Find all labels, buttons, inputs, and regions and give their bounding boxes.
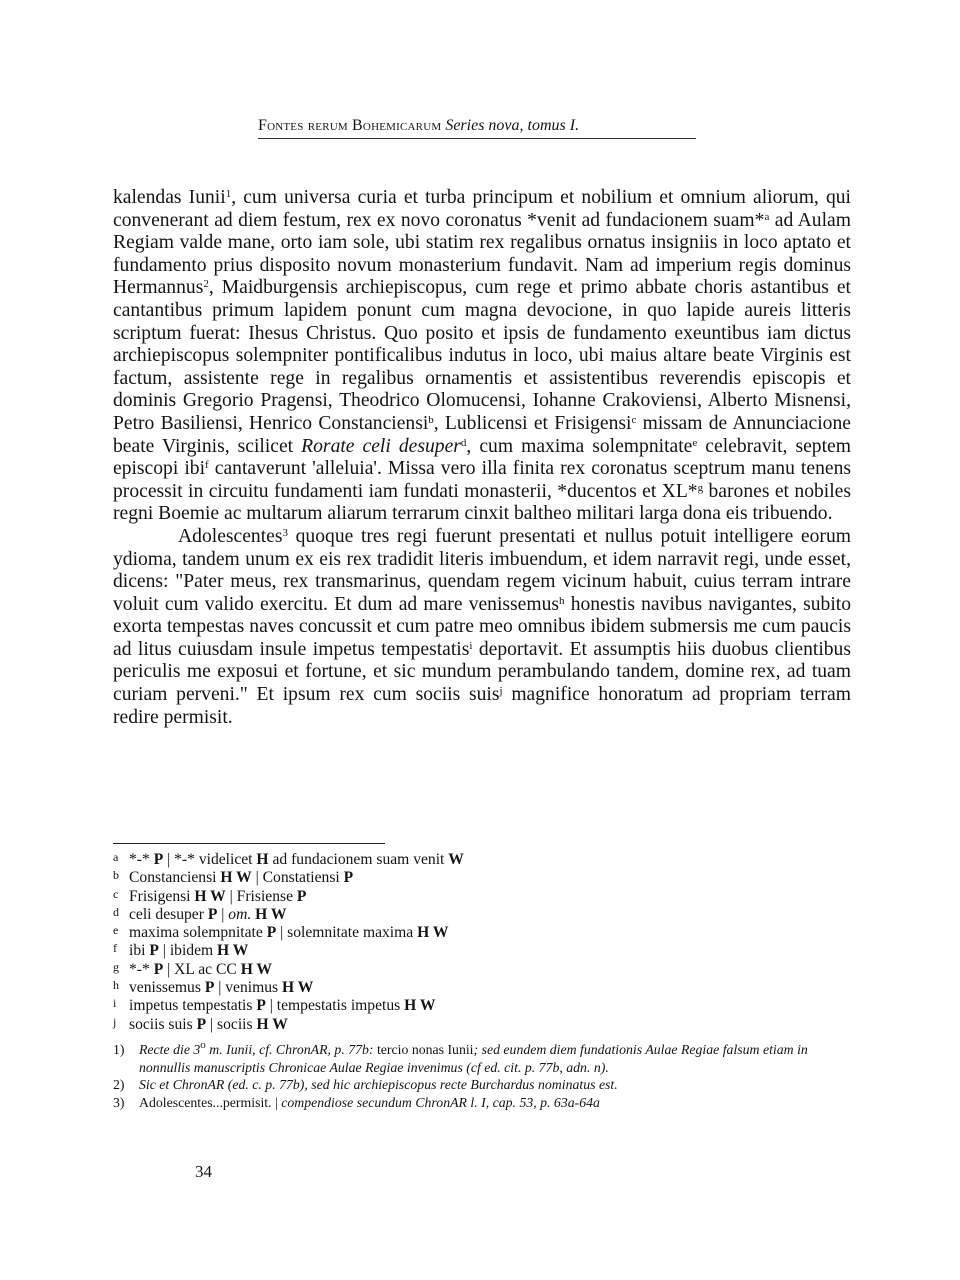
critical-note: a *-* P | *-* videlicet H ad fundacionem suam venit W [113, 850, 464, 868]
critical-note: h venissemus P | venimus H W [113, 978, 314, 997]
footnote-ref: a [764, 210, 770, 223]
critical-note: c Frisigensi H W | Frisiense P [113, 886, 307, 905]
footnote-ref: d [460, 436, 467, 449]
header-title: Fontes rerum Bohemicarum [258, 117, 442, 134]
footnote-ref: j [499, 685, 503, 698]
footnote-separator [113, 843, 385, 844]
header-series: Series nova, tomus I. [445, 117, 580, 134]
critical-note: j sociis suis P | sociis H W [113, 1014, 288, 1033]
critical-note: i impetus tempestatis P | tempestatis impetus H W [113, 996, 436, 1015]
critical-note: e maxima solempnitate P | solemnitate maxima H W [113, 923, 449, 942]
footnote-ref: g [697, 481, 704, 494]
critical-note: b Constanciensi H W | Constatiensi P [113, 868, 354, 887]
paragraph-1: kalendas Iunii$^1$, cum universa curia et turba principum et nobilium et omnium aliorum, qui convenerant ad diem festum, rex ex novo coronatus *venit ad fundacionem suam*$^a$ ad Aulam Regiam valde mane, orto iam sole, ubi statim rex regalibus ornatus insigniis in loco aptato et fundamento prius disposito novum monasterium fundavit. Nam ad imperium regis dominus Hermannus$^2$, Maidburgensis archiepiscopus, cum rege et primo abbate choris astantibus et cantantibus primum lapidem ponunt cum magna devocione, in quo lapide aureis litteris scriptum fuerat: Ihesus Christus. Quo posito et ipsis de fundamento exeuntibus iam dictus archiepiscopus solempniter pontificalibus indutus in loco, ubi maius altare beate Virginis est factum, assistente rege in regalibus ornamentis et assistentibus reverendis episcopis et dominis Gregorio Pragensi, Theodrico Olomucensi, Iohanne Crakoviensi, Alberto Misnensi, Petro Basiliensi, Henrico Constanciensi$^b$, Lublicensi et Frisigensi$^c$ missam de Annunciacione beate Virginis, scilicet Rorate celi desuper$^d$, cum maxima solempnitate$^e$ celebravit, septem episcopi ibi$^f$ cantaverunt 'alleluia'. Missa vero illa finita rex coronatus sceptrum manu tenens processit in circuitu fundamenti iam fundati monasterii, *ducentos et XL*$^g$ barones et nobiles regni Boemie ac multarum aliarum terrarum cinxit baltheo militari larga dona eis tribuendo. [113, 187, 851, 525]
critical-note: f ibi P | ibidem H W [113, 941, 249, 960]
header-rule [258, 138, 696, 139]
historical-note: 3) Adolescentes...permisit. | compendiose secundum ChronAR l. I, cap. 53, p. 63a-64a [113, 1094, 600, 1110]
paragraph-2: Adolescentes$^3$ quoque tres regi fuerunt presentati et nullus potuit intelligere eorum ydioma, tandem unum ex eis rex tradidit literis imbuendum, et idem narravit regi, unde esset, dicens: "Pater meus, rex transmarinus, quendam regem vicinum habuit, cuius terram intrare voluit cum valido exercitu. Et dum ad mare venissemus$^h$ honestis navibus navigantes, subito exorta tempestas naves concussit et cum patre meo omnibus ibidem submersis me cum paucis ad litus cuiusdam insule impetus tempestatis$^i$ deportavit. Et assumptis hiis duobus clientibus periculis me exposui et fortune, et sic mundum perambulando tandem, domine rex, ad tuam curiam perveni." Et ipsum rex cum sociis suis$^j$ magnifice honoratum ad propriam terram redire permisit. [113, 525, 851, 728]
footnote-ref: e [692, 436, 698, 449]
footnote-ref: i [469, 639, 473, 652]
footnote-ref: 1 [225, 188, 232, 200]
main-text [113, 187, 851, 729]
footnote-ref: f [205, 459, 209, 472]
page-number: 34 [195, 1162, 212, 1181]
historical-note: 2) Sic et ChronAR (ed. c. p. 77b), sed hic archiepiscopus recte Burchardus nominatus est. [113, 1077, 618, 1092]
footnote-ref: 3 [282, 526, 288, 539]
critical-note: g *-* P | XL ac CC H W [113, 959, 273, 978]
footnote-ref: h [559, 594, 565, 607]
historical-notes [113, 1041, 853, 1111]
critical-apparatus [113, 851, 851, 1034]
historical-note: 1) Recte die 3$^o$ m. Iunii, cf. ChronAR, p. 77b: tercio nonas Iunii; sed eundem diem fundationis Aulae Regiae falsum etiam in nonnullis manuscriptis Chronicae Aulae Regiae invenimus (cf ed. cit. p. 77b, adn. n). [113, 1039, 808, 1075]
footnote-ref: c [631, 413, 637, 426]
footnote-ref: 2 [203, 278, 209, 291]
running-header [258, 117, 696, 135]
footnote-ref: b [428, 413, 434, 426]
critical-note: d celi desuper P | om. H W [113, 904, 287, 923]
